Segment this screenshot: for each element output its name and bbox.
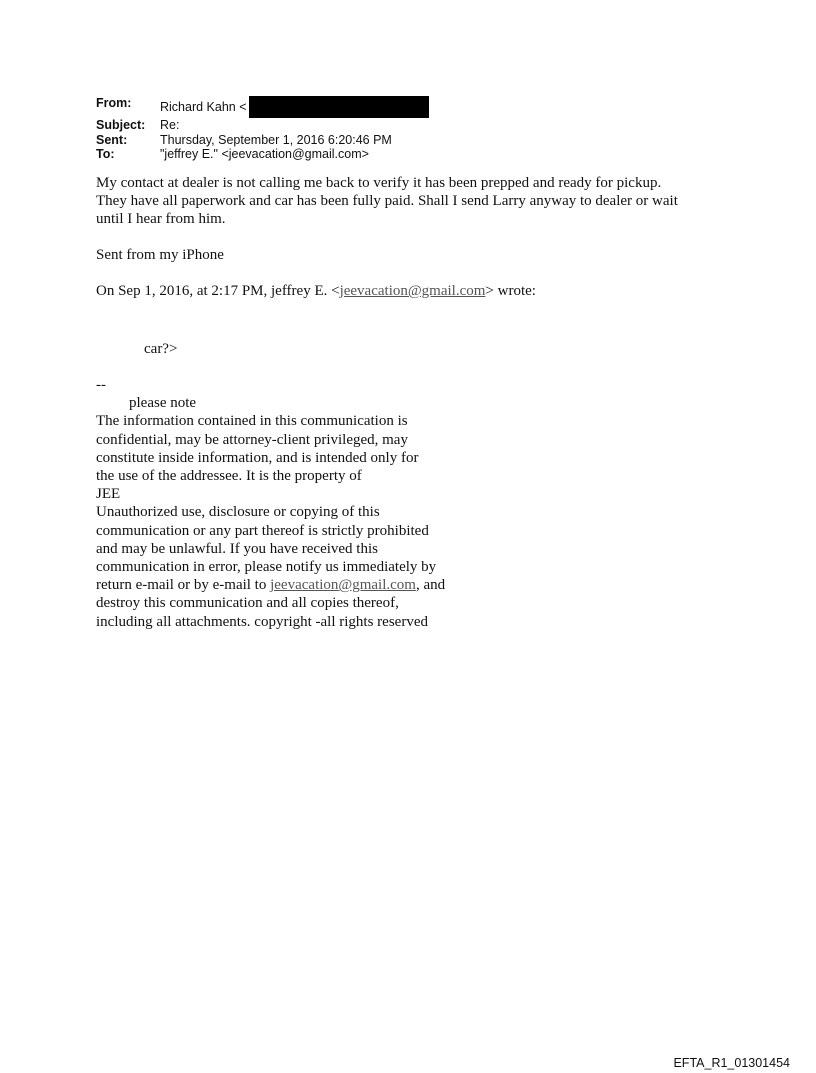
signature-block bbox=[96, 376, 516, 631]
sig-line-suffix: , and bbox=[415, 577, 446, 594]
sig-note: please note bbox=[129, 395, 197, 412]
redaction-block bbox=[249, 96, 429, 118]
quoted-text: car?> bbox=[144, 341, 178, 357]
sig-line: and may be unlawful. If you have received this bbox=[96, 540, 378, 557]
sig-line: including all attachments. copyright -all rights reserved bbox=[96, 613, 428, 630]
subject-value: Re: bbox=[160, 118, 180, 132]
reply-header-line bbox=[96, 282, 726, 300]
body-line-1: My contact at dealer is not calling me back to verify it has been prepped and ready for pickup. bbox=[96, 175, 662, 191]
to-label: To: bbox=[96, 147, 115, 161]
sent-value: Thursday, September 1, 2016 6:20:46 PM bbox=[160, 132, 392, 147]
document-id-footer: EFTA_R1_01301454 bbox=[673, 1056, 790, 1070]
email-body bbox=[96, 174, 726, 300]
reply-prefix: On Sep 1, 2016, at 2:17 PM, jeffrey E. < bbox=[96, 283, 340, 299]
sent-row bbox=[96, 133, 429, 148]
sig-line-prefix: return e-mail or by e-mail to bbox=[96, 577, 271, 594]
sig-line: the use of the addressee. It is the property of bbox=[96, 468, 362, 485]
body-line-2: They have all paperwork and car has been fully paid. Shall I send Larry anyway to dealer or wait bbox=[96, 193, 678, 209]
reply-email-link[interactable]: jeevacation@gmail.com bbox=[339, 283, 486, 299]
sig-line: constitute inside information, and is intended only for bbox=[96, 449, 419, 466]
sig-line: Unauthorized use, disclosure or copying of this bbox=[96, 504, 380, 521]
sig-line: communication or any part thereof is strictly prohibited bbox=[96, 522, 429, 539]
body-line-3: until I hear from him. bbox=[96, 211, 226, 227]
subject-label: Subject: bbox=[96, 118, 146, 132]
sig-line: confidential, may be attorney-client privileged, may bbox=[96, 431, 408, 448]
sent-label: Sent: bbox=[96, 132, 128, 147]
sig-line bbox=[96, 576, 516, 594]
sig-line: The information contained in this communication is bbox=[96, 413, 408, 430]
from-label: From: bbox=[96, 96, 132, 110]
email-headers bbox=[96, 96, 429, 162]
subject-row bbox=[96, 118, 429, 133]
sig-email-link[interactable]: jeevacation@gmail.com bbox=[270, 577, 416, 594]
sig-line: communication in error, please notify us immediately by bbox=[96, 559, 437, 576]
reply-suffix: > wrote: bbox=[485, 283, 536, 299]
from-row bbox=[96, 96, 429, 118]
to-row bbox=[96, 147, 429, 162]
from-value bbox=[160, 96, 429, 118]
to-value: "jeffrey E." <jeevacation@gmail.com> bbox=[160, 147, 369, 161]
sig-line: JEE bbox=[96, 486, 121, 503]
sig-line: destroy this communication and all copies thereof, bbox=[96, 595, 399, 612]
from-name: Richard Kahn < bbox=[160, 99, 247, 114]
sig-dashes: -- bbox=[96, 377, 106, 393]
sent-from-line: Sent from my iPhone bbox=[96, 247, 224, 263]
